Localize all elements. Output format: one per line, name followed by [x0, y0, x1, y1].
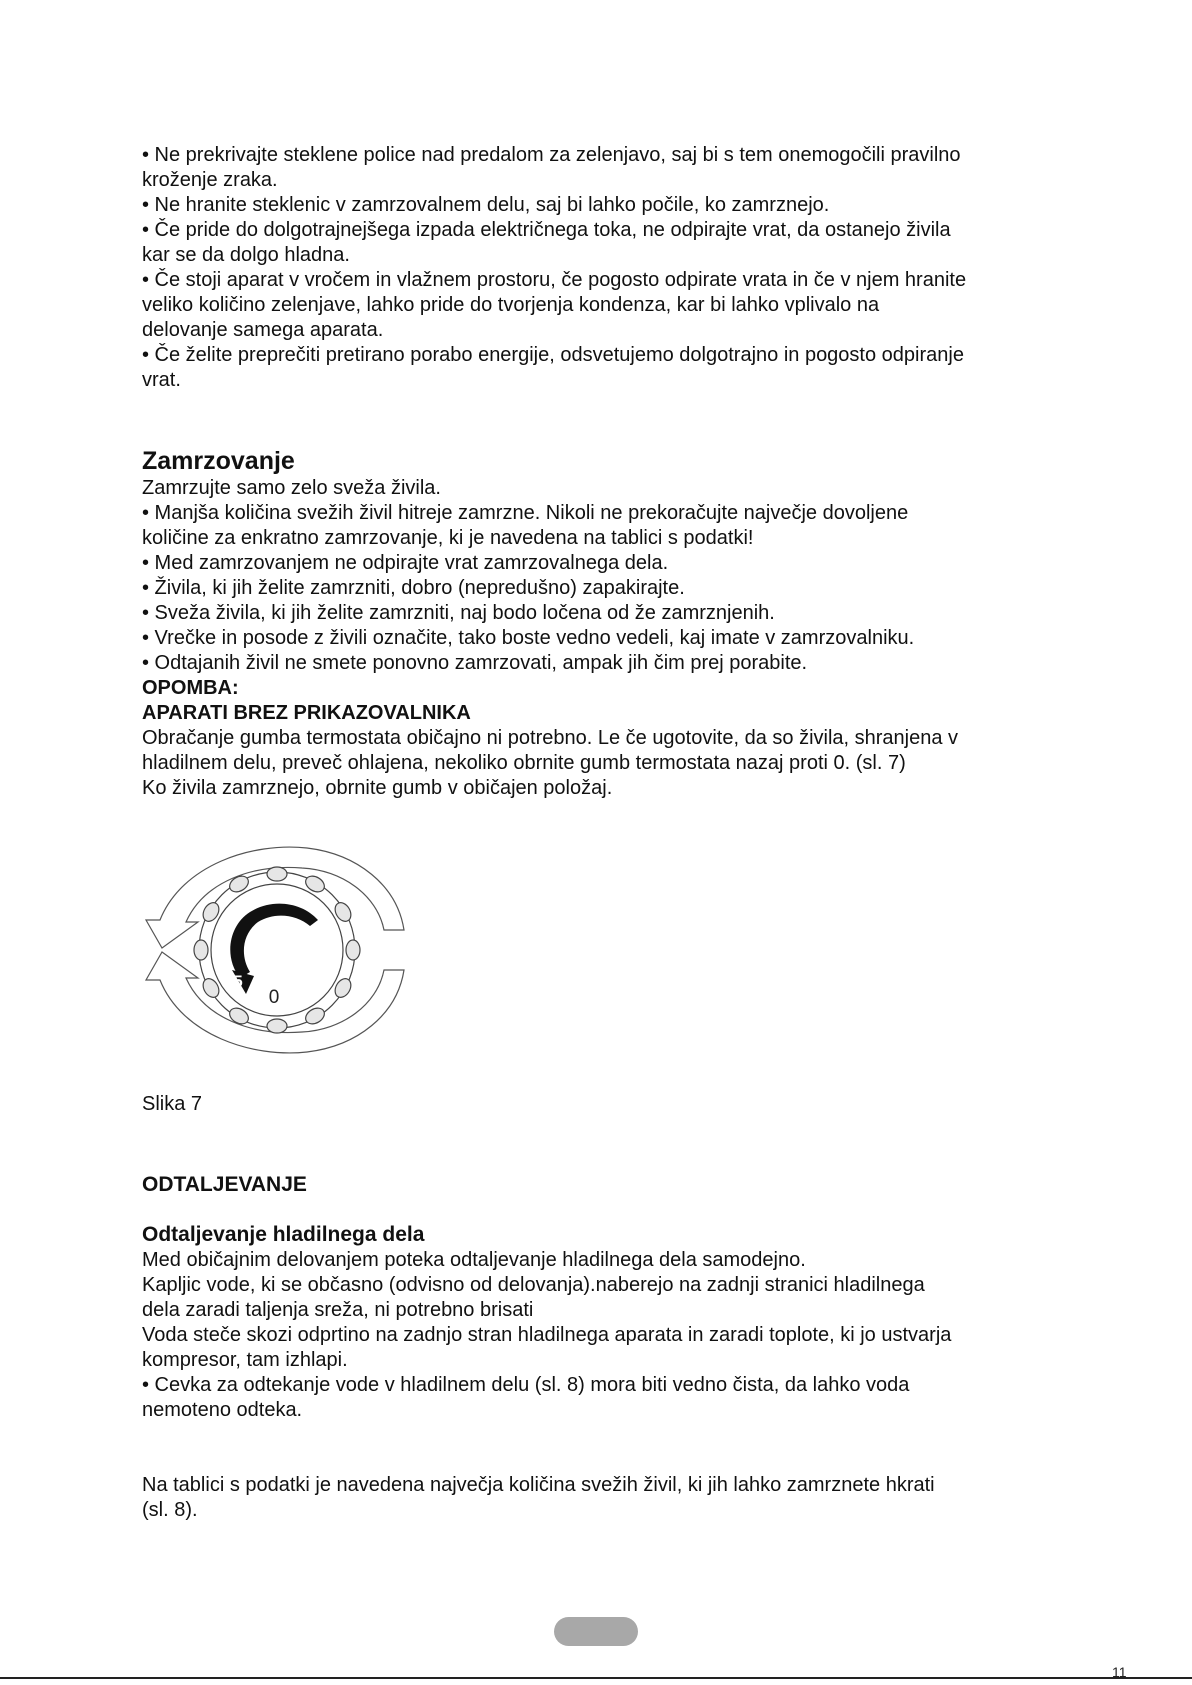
final-line: (sl. 8).: [142, 1499, 198, 1521]
defrost-line: nemoteno odteka.: [142, 1399, 303, 1421]
note-line: Ko živila zamrznejo, obrnite gumb v običajen položaj.: [142, 777, 613, 799]
freezing-line: • Vrečke in posode z živili označite, tako boste vedno vedeli, kaj imate v zamrzovalniku.: [142, 627, 915, 649]
intro-line: • Ne hranite steklenic v zamrzovalnem delu, saj bi lahko počile, ko zamrznejo.: [142, 194, 830, 216]
max-freeze-note: [142, 1473, 1082, 1523]
thermostat-dial-figure: [142, 830, 412, 1070]
note-line: hladilnem delu, preveč ohlajena, nekoliko obrnite gumb termostata nazaj proti 0. (sl. 7): [142, 752, 906, 774]
footer-divider: [0, 1677, 1192, 1679]
defrost-line: kompresor, tam izhlapi.: [142, 1349, 348, 1371]
intro-line: • Ne prekrivajte steklene police nad predalom za zelenjavo, saj bi s tem onemogočili pravilno: [142, 144, 961, 166]
intro-block: [142, 143, 1082, 393]
freezing-line: • Sveža živila, ki jih želite zamrzniti, naj bodo ločena od že zamrznjenih.: [142, 602, 775, 624]
intro-line: vrat.: [142, 369, 181, 391]
final-line: Na tablici s podatki je navedena največja količina svežih živil, ki jih lahko zamrznete hkrati: [142, 1474, 935, 1496]
page-corner-mark: 11: [1112, 1664, 1127, 1680]
page-number-pill: [554, 1617, 638, 1646]
note-label: OPOMBA:: [142, 677, 239, 699]
defrost-line: • Cevka za odtekanje vode v hladilnem delu (sl. 8) mora biti vedno čista, da lahko voda: [142, 1374, 910, 1396]
dial-max-label: 5: [233, 972, 243, 991]
intro-line: kar se da dolgo hladna.: [142, 244, 350, 266]
defrost-line: dela zaradi taljenja sreža, ni potrebno brisati: [142, 1299, 534, 1321]
defrost-section: [142, 1172, 1082, 1523]
freezing-section: [142, 446, 1082, 801]
thermostat-dial-illustration: [142, 830, 412, 1070]
defrost-heading: ODTALJEVANJE: [142, 1173, 307, 1196]
page-content: [142, 143, 1082, 801]
figure-caption: Slika 7: [142, 1093, 203, 1115]
intro-line: kroženje zraka.: [142, 169, 278, 191]
freezing-line: • Odtajanih živil ne smete ponovno zamrzovati, ampak jih čim prej porabite.: [142, 652, 808, 674]
intro-line: • Če stoji aparat v vročem in vlažnem prostoru, če pogosto odpirate vrata in če v njem hranite: [142, 269, 967, 291]
intro-line: • Če želite preprečiti pretirano porabo energije, odsvetujemo dolgotrajno in pogosto odpiranje: [142, 344, 964, 366]
freezing-line: • Med zamrzovanjem ne odpirajte vrat zamrzovalnega dela.: [142, 552, 669, 574]
figure-caption-block: [142, 1092, 202, 1117]
intro-line: • Če pride do dolgotrajnejšega izpada električnega toka, ne odpirajte vrat, da ostanejo živila: [142, 219, 951, 241]
note-line: Obračanje gumba termostata običajno ni potrebno. Le če ugotovite, da so živila, shranjena v: [142, 727, 959, 749]
defrost-line: Voda steče skozi odprtino na zadnjo stran hladilnega aparata in zaradi toplote, ki jo ustvarja: [142, 1324, 952, 1346]
defrost-line: Med običajnim delovanjem poteka odtaljevanje hladilnega dela samodejno.: [142, 1249, 806, 1271]
intro-line: veliko količino zelenjave, lahko pride do tvorjenja kondenza, kar bi lahko vplivalo na: [142, 294, 880, 316]
note-sublabel: APARATI BREZ PRIKAZOVALNIKA: [142, 702, 471, 724]
dial-min-label: 0: [268, 987, 280, 1008]
defrost-subheading: Odtaljevanje hladilnega dela: [142, 1223, 425, 1246]
knob-body: [194, 867, 360, 1033]
freezing-heading: Zamrzovanje: [142, 447, 295, 475]
freezing-line: • Manjša količina svežih živil hitreje zamrzne. Nikoli ne prekoračujte največje dovoljene: [142, 502, 909, 524]
freezing-line: Zamrzujte samo zelo sveža živila.: [142, 477, 441, 499]
freezing-line: • Živila, ki jih želite zamrzniti, dobro (nepredušno) zapakirajte.: [142, 577, 685, 599]
intro-line: delovanje samega aparata.: [142, 319, 384, 341]
freezing-line: količine za enkratno zamrzovanje, ki je navedena na tablici s podatki!: [142, 527, 754, 549]
defrost-line: Kapljic vode, ki se občasno (odvisno od delovanja).naberejo na zadnji stranici hladilnega: [142, 1274, 925, 1296]
